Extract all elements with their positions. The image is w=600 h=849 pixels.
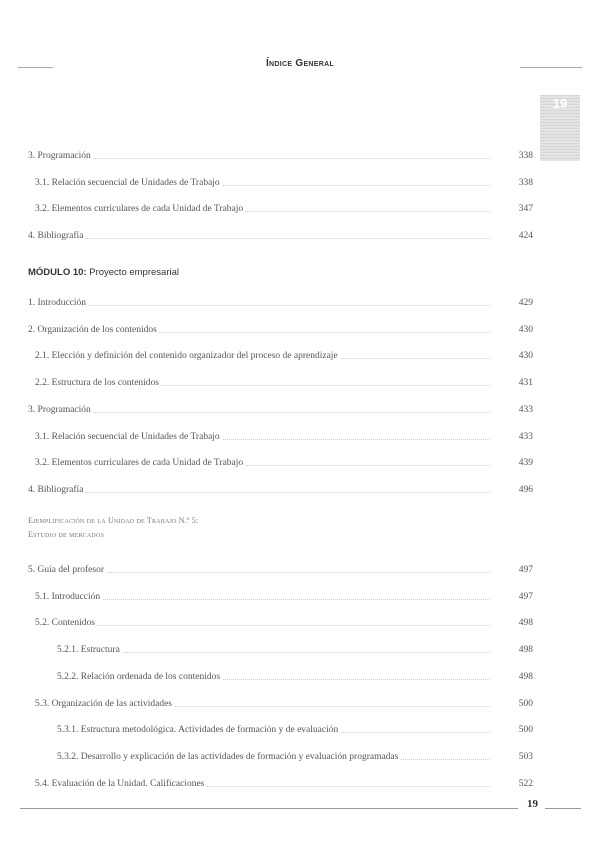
toc-entry bbox=[0, 670, 600, 684]
toc-entry-label: 4. Bibliografía bbox=[28, 231, 84, 242]
toc-entry bbox=[0, 403, 600, 417]
toc-entry-label: 5.3. Organización de las actividades bbox=[35, 698, 172, 709]
header-rule-right bbox=[520, 67, 582, 68]
toc-entry-label: 2. Organización de los contenidos bbox=[28, 324, 157, 335]
toc-entry bbox=[0, 697, 600, 711]
module-number: MÓDULO 10: bbox=[28, 267, 87, 278]
toc-entry bbox=[0, 149, 600, 163]
toc-entry-label: 3.2. Elementos curriculares de cada Unidad de Trabajo bbox=[35, 458, 244, 469]
toc-entry-page: 498 bbox=[518, 671, 533, 682]
toc-entry-page: 338 bbox=[518, 177, 533, 188]
toc-entry-label: 3. Programación bbox=[28, 151, 91, 161]
module-heading bbox=[28, 267, 179, 278]
footer-rule-right bbox=[545, 808, 581, 809]
toc-entry-page: 430 bbox=[518, 324, 533, 335]
toc-entry-page: 503 bbox=[518, 751, 533, 762]
toc-entry bbox=[0, 750, 600, 764]
toc-entry bbox=[0, 777, 600, 791]
toc-entry-label: 3.1. Relación secuencial de Unidades de Trabajo bbox=[35, 177, 220, 188]
toc-entry bbox=[0, 323, 600, 337]
toc-entry bbox=[0, 616, 600, 630]
toc-entry-page: 433 bbox=[518, 404, 533, 415]
toc-entry-label: 5. Guía del profesor bbox=[28, 565, 104, 575]
toc-entry-page: 522 bbox=[518, 778, 533, 789]
leader-dots bbox=[28, 412, 490, 413]
footer-rule-left bbox=[20, 808, 518, 809]
leader-dots bbox=[35, 625, 490, 626]
toc-entry-label: 5.2. Contenidos bbox=[35, 618, 95, 629]
toc-entry bbox=[0, 456, 600, 470]
toc-entry-page: 338 bbox=[518, 151, 533, 161]
running-header: Índice General bbox=[265, 58, 335, 69]
toc-entry bbox=[0, 376, 600, 390]
chapter-tab-number: 19 bbox=[552, 96, 568, 111]
toc-entry-page: 424 bbox=[518, 231, 533, 242]
toc-entry bbox=[0, 349, 600, 363]
toc-entry bbox=[0, 296, 600, 310]
toc-entry-page: 429 bbox=[518, 298, 533, 308]
toc-entry-label: 3. Programación bbox=[28, 404, 91, 415]
toc-entry bbox=[0, 590, 600, 604]
toc-entry-label: 5.2.2. Relación ordenada de los contenidos bbox=[57, 671, 221, 682]
toc-entry-page: 347 bbox=[518, 204, 533, 215]
toc-entry-page: 498 bbox=[518, 645, 533, 656]
toc-entry-page: 497 bbox=[518, 565, 533, 575]
toc-entry bbox=[0, 202, 600, 216]
toc-entry bbox=[0, 176, 600, 190]
toc-entry-label: 2.1. Elección y definición del contenido organizador del proceso de aprendizaje bbox=[35, 351, 338, 362]
toc-entry bbox=[0, 563, 600, 577]
toc-entry bbox=[0, 430, 600, 444]
leader-dots bbox=[28, 492, 490, 493]
toc-entry bbox=[0, 723, 600, 737]
toc-entry-page: 431 bbox=[518, 378, 533, 389]
toc-entry-page: 498 bbox=[518, 618, 533, 629]
leader-dots bbox=[35, 599, 490, 600]
toc-entry-page: 497 bbox=[518, 591, 533, 602]
leader-dots bbox=[28, 158, 490, 159]
toc-entry-page: 500 bbox=[518, 725, 533, 736]
toc-entry-label: 5.4. Evaluación de la Unidad. Calificaciones bbox=[35, 778, 205, 789]
toc-entry-page: 500 bbox=[518, 698, 533, 709]
toc-entry-label: 2.2. Estructura de los contenidos bbox=[35, 378, 160, 389]
leader-dots bbox=[57, 652, 490, 653]
toc-entry-page: 433 bbox=[518, 431, 533, 442]
module-title: Proyecto empresarial bbox=[86, 267, 179, 278]
toc-entry-label: 3.1. Relación secuencial de Unidades de Trabajo bbox=[35, 431, 220, 442]
toc-entry-page: 439 bbox=[518, 458, 533, 469]
toc-entry-label: 5.2.1. Estructura bbox=[57, 645, 120, 656]
toc-entry bbox=[0, 483, 600, 497]
toc-entry bbox=[0, 643, 600, 657]
leader-dots bbox=[28, 305, 490, 306]
toc-entry bbox=[0, 229, 600, 243]
page-number: 19 bbox=[527, 798, 538, 810]
toc-entry-page: 496 bbox=[518, 484, 533, 495]
section-title-line2: Estudio de mercados bbox=[28, 530, 105, 539]
toc-entry-label: 5.3.2. Desarrollo y explicación de las actividades de formación y evaluación programadas bbox=[57, 751, 399, 762]
toc-entry-page: 430 bbox=[518, 351, 533, 362]
toc-entry-label: 4. Bibliografía bbox=[28, 484, 84, 495]
leader-dots bbox=[28, 238, 490, 239]
toc-entry-label: 5.1. Introducción bbox=[35, 591, 101, 602]
section-title-line1: Ejemplificación de la Unidad de Trabajo N.º 5: bbox=[28, 516, 199, 525]
toc-entry-label: 5.3.1. Estructura metodológica. Actividades de formación y de evaluación bbox=[57, 725, 339, 736]
toc-entry-label: 3.2. Elementos curriculares de cada Unidad de Trabajo bbox=[35, 204, 244, 215]
toc-entry-label: 1. Introducción bbox=[28, 298, 87, 308]
